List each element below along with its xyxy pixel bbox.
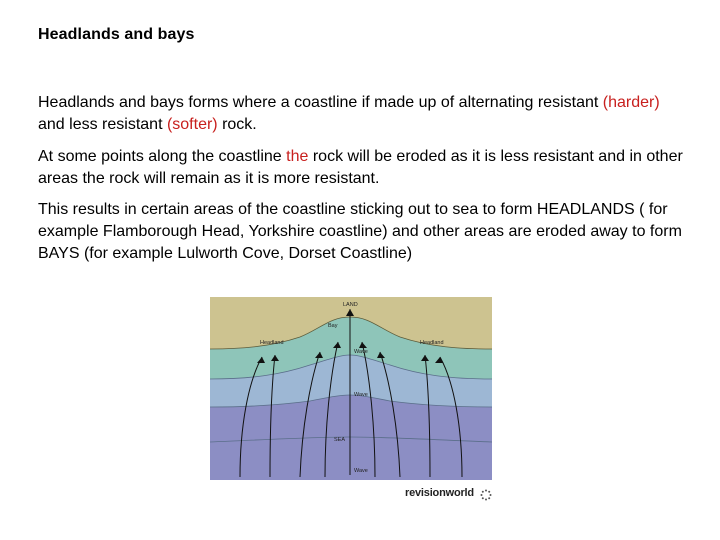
highlight-the: the <box>286 148 309 165</box>
label-sea: SEA <box>334 437 346 443</box>
paragraph-examples: This results in certain areas of the coastline sticking out to sea to form HEADLANDS ( for example Flamborough Head, Yorkshire coastline) and other areas are eroded away to form BAYS (for example Lulworth Cove, Dorset Coastline) <box>38 201 682 262</box>
page-title: Headlands and bays <box>38 26 195 43</box>
label-wave-2: Wave <box>354 392 368 398</box>
text-segment: rock will be eroded as it is less resistant and in other areas the rock will remain as it is more resistant. <box>38 148 683 187</box>
label-wave-1: Wave <box>354 349 368 355</box>
label-bay: Bay <box>328 323 338 329</box>
highlight-harder: (harder) <box>602 94 660 111</box>
text-segment: and less resistant <box>38 116 167 133</box>
highlight-softer: (softer) <box>166 116 218 133</box>
label-land: LAND <box>343 302 358 308</box>
label-headland-right: Headland <box>420 340 444 346</box>
water-band-3 <box>210 395 492 480</box>
paragraph-formation <box>38 92 688 136</box>
paragraph-erosion <box>38 146 688 190</box>
text-segment: Headlands and bays forms where a coastline if made up of alternating resistant <box>38 94 603 111</box>
brand-logo-text: revisionworld <box>405 487 474 499</box>
headlands-bays-diagram <box>210 297 492 480</box>
text-segment: At some points along the coastline <box>38 148 287 165</box>
label-headland-left: Headland <box>260 340 284 346</box>
label-wave-3: Wave <box>354 468 368 474</box>
text-segment: rock. <box>217 116 257 133</box>
brand-logo-icon <box>480 488 492 500</box>
